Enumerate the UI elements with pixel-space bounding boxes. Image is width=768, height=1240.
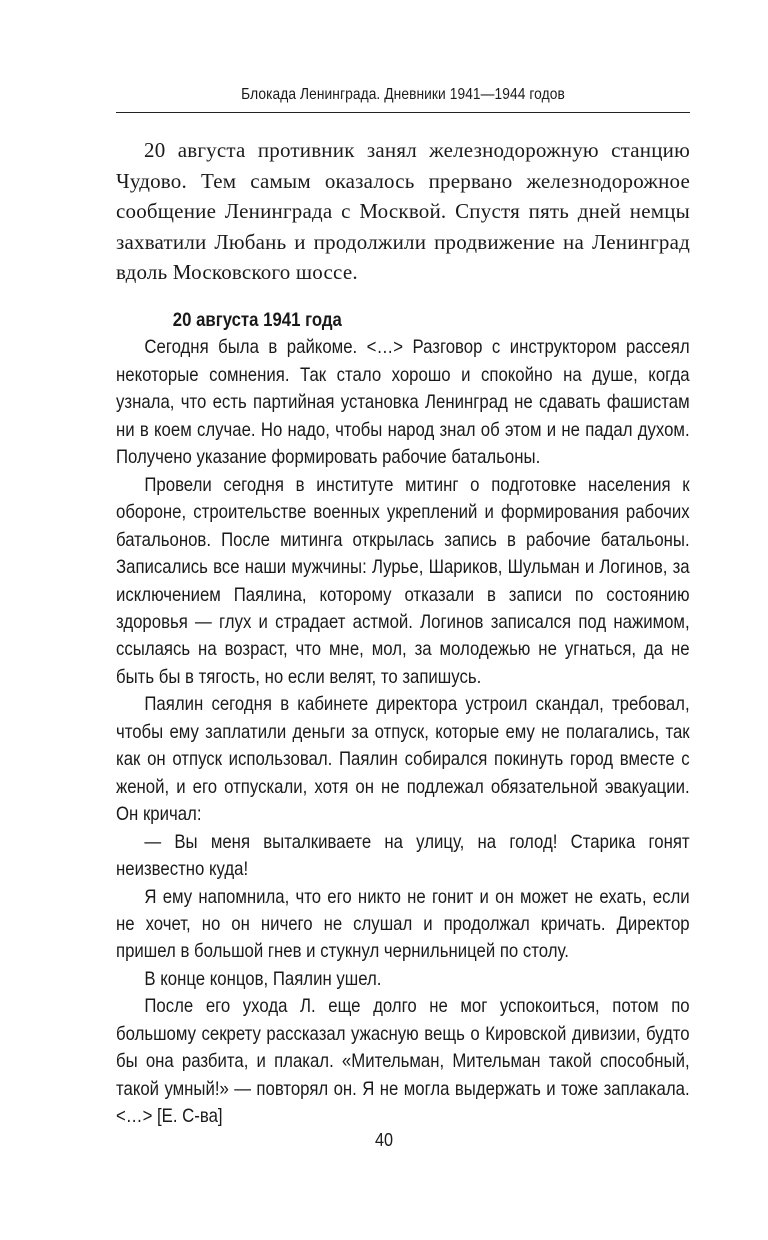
entry-paragraph: Провели сегодня в институте митинг о подготовке населения к обороне, строительстве военных укреплений и формирования рабочих батальонов. После митинга открылась запись в рабочие батальоны. Записались все наши мужчины: Лурье, Шариков, Шульман и Логинов, за исключением Паялина, которому отказали в записи по состоянию здоровья — глух и страдает астмой. Логинов записался под нажимом, ссылаясь на возраст, что мне, мол, за молодежью не угнаться, да не быть бы в тягость, но если велят, то запишусь. [116, 473, 690, 688]
entry-date-heading: 20 августа 1941 года [172, 309, 342, 331]
intro-paragraph: 20 августа противник занял железнодорожную станцию Чудово. Тем самым оказалось прервано железнодорожное сообщение Ленинграда с Москвой. Спустя пять дней немцы захватили Любань и продолжили продвижение на Ленинград вдоль Московского шоссе. [116, 138, 690, 285]
entry-paragraph: Сегодня была в райкоме. <…> Разговор с инструктором рассеял некоторые сомнения. Так стало хорошо и спокойно на душе, когда узнала, что есть партийная установка Ленинград не сдавать фашистам ни в коем случае. Но надо, чтобы народ знал об этом и не падал духом. Получено указание формировать рабочие батальоны. [116, 336, 690, 469]
page-number: 40 [374, 1130, 394, 1150]
entry-paragraph: В конце концов, Паялин ушел. [144, 967, 382, 990]
header-rule [116, 112, 690, 113]
entry-quote-paragraph: — Вы меня выталкиваете на улицу, на голод! Старика гонят неизвестно куда! [116, 830, 690, 881]
intro-block [116, 135, 690, 288]
entry-paragraph: Я ему напомнила, что его никто не гонит и он может не ехать, если не хочет, но он ничего не слушал и продолжал кричать. Директор пришел в большой гнев и стукнул чернильницей по столу. [116, 885, 690, 963]
entry-paragraph: Паялин сегодня в кабинете директора устроил скандал, требовал, чтобы ему заплатили деньги за отпуск, которые ему не полагались, так как он отпуск использовал. Паялин собирался покинуть город вместе с женой, и его отпускали, хотя он не подлежал обязательной эвакуации. Он кричал: [116, 693, 690, 826]
running-head: Блокада Ленинграда. Дневники 1941—1944 годов [241, 86, 565, 103]
entry-paragraph: После его ухода Л. еще долго не мог успокоиться, потом по большому секрету рассказал ужасную вещь о Кировской дивизии, будто бы она разбита, и плакал. «Мительман, Мительман такой способный, такой умный!» — повторял он. Я не могла выдержать и тоже заплакала. <…> [Е. С-ва] [116, 995, 690, 1128]
diary-entry [116, 307, 690, 1131]
